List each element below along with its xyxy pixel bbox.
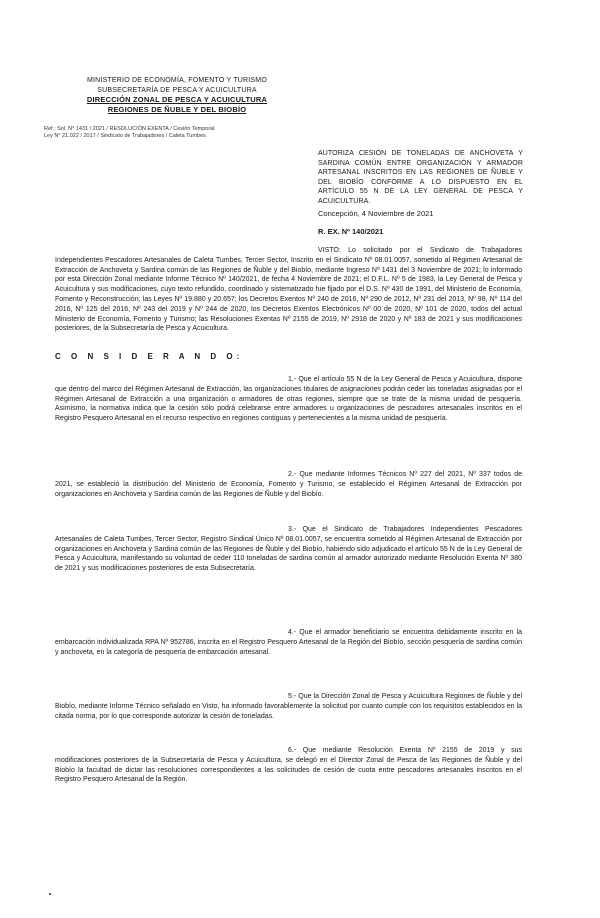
- considerando-2: 2.- Que mediante Informes Técnicos Nº 227 del 2021, Nº 337 todos de 2021, se estableció la distribución del Ministerio de Economía, Fomento y Turismo, se establecido el Régimen Artesanal de Extracción por organizaciones en Anchoveta y Sardina común de las Regiones de Ñuble y del Biobío.: [55, 471, 522, 498]
- resolution-number: R. EX. Nº 140/2021: [318, 227, 384, 236]
- resolution-subject: AUTORIZA CESIÓN DE TONELADAS DE ANCHOVETA Y SARDINA COMÚN ENTRE ORGANIZACIÓN Y ARMADOR ARTESANAL INSCRITOS EN LAS REGIONES DE ÑUBLE Y DEL BIOBÍO CONFORME A LO DISPUESTO EN EL ARTÍCULO 55 N DE LA LEY GENERAL DE PESCA Y ACUICULTURA.: [318, 150, 523, 205]
- considerando-5: 5.- Que la Dirección Zonal de Pesca y Acuicultura Regiones de Ñuble y del Biobío, mediante Informe Técnico señalado en Visto, ha informado favorablemente la solicitud por cuanto cumple con los requisitos establecidos en la citada norma, por lo que corresponde autorizar la cesión de toneladas.: [55, 693, 522, 720]
- direccion-line: DIRECCIÓN ZONAL DE PESCA Y ACUICULTURA: [86, 95, 268, 104]
- scan-speck: [49, 893, 51, 895]
- ministry-line: MINISTERIO DE ECONOMÍA, FOMENTO Y TURISMO: [87, 77, 267, 84]
- considerando-1: 1.- Que el artículo 55 N de la Ley General de Pesca y Acuicultura, dispone que dentro del marco del Régimen Artesanal de Extracción, las organizaciones titulares de asignaciones podrán ceder las toneladas asignadas por el Régimen Artesanal de Extracción a una organización o armadores de otras regiones, siempre que se trate de la misma unidad de pesquería. Asimismo, la normativa indica que la cesión sólo podrá celebrarse entre armadores u organizaciones de pescadores artesanales inscritos en el Registro Pesquero Artesanal en el recurso respectivo en regiones contiguas y pertenecientes a la misma unidad de pesquería.: [55, 376, 522, 423]
- place-date: Concepción, 4 Noviembre de 2021: [318, 209, 434, 218]
- regiones-line: REGIONES DE ÑUBLE Y DEL BIOBÍO: [107, 104, 247, 114]
- reference-line-2: Ley N° 21.022 / 2017 / Sindicato de Trabajadores / Caleta Tumbes: [44, 133, 206, 139]
- letterhead: [62, 76, 292, 114]
- considerando-4: 4.- Que el armador beneficiario se encuentra debidamente inscrito en la embarcación individualizada RPA Nº 952786, inscrita en el Registro Pesquero Artesanal de la Región del Biobío, sección pesquería de sardina común y anchoveta, en la categoría de pesquería de embarcación artesanal.: [55, 629, 522, 656]
- considerando-6: 6.- Que mediante Resolución Exenta Nº 2155 de 2019 y sus modificaciones posteriores de la Subsecretaría de Pesca y Acuicultura, se delegó en el Director Zonal de Pesca de las Regiones de Ñuble y del Biobío la facultad de dictar las resoluciones correspondientes a las solicitudes de cesión de cuota entre pescadores artesanales inscritos en el Registro Pesquero Artesanal de la Región.: [55, 747, 522, 784]
- considerando-heading: C O N S I D E R A N D O:: [55, 352, 244, 361]
- reference-block: [44, 126, 214, 140]
- reference-line-1: Ref.: Sol. N° 1431 / 2021 / RESOLUCIÓN EXENTA / Cesión Temporal: [44, 126, 215, 132]
- visto-paragraph: VISTO: Lo solicitado por el Sindicato de Trabajadores Independientes Pescadores Artesanales de Caleta Tumbes, Tercer Sector, Inscrito en el Sindicato Nº 08.01.0057, sometido al Régimen Artesanal de Extracción de Anchoveta y Sardina común de las Regiones de Ñuble y del Biobío, mediante Ingreso Nº 1431 del 3 Noviembre de 2021; lo informado por esta Dirección Zonal mediante Informe Técnico Nº 140/2021, de fecha 4 Noviembre de 2021; el D.F.L. Nº 5 de 1983, la Ley General de Pesca y Acuicultura y sus modificaciones, cuyo texto refundido, coordinado y sistematizado fue fijado por el D.S. Nº 430 de 1991, del Ministerio de Economía, Fomento y Reconstrucción; las Leyes Nº 19.880 y 20.657; los Decretos Exentos Nº 240 de 2016, Nº 290 de 2012, Nº 231 del 2013, Nº 98, Nº 114 del 2016, Nº 125 del 2016, Nº 243 del 2019 y Nº 244 de 2020, los Decretos Exentos Electrónicos Nº 00 de 2020, Nº 101 de 2020, todos del actual Ministerio de Economía, Fomento y Turismo; las Resoluciones Exentas Nº 2155 de 2019, Nº 2918 de 2020 y Nº 183 de 2021 y sus modificaciones posteriores, de la Subsecretaría de Pesca y Acuicultura.: [55, 247, 522, 333]
- considerando-3: 3.- Que el Sindicato de Trabajadores Independientes Pescadores Artesanales de Caleta Tumbes, Tercer Sector, Registro Sindical Único Nº 08.01.0057, se encuentra sometido al Régimen Artesanal de Extracción por organizaciones en Anchoveta y Sardina común de las Regiones de Ñuble y del Biobío, habiendo sido adjudicado el artículo 55 N de la Ley General de Pesca y Acuicultura, manifestando su voluntad de ceder 110 toneladas de sardina común al armador autorizado mediante Resolución Exenta Nº 380 de 2021 y sus modificaciones posteriores de esta Subsecretaría.: [55, 526, 522, 573]
- subsecretaria-line: SUBSECRETARÍA DE PESCA Y ACUICULTURA: [97, 86, 257, 94]
